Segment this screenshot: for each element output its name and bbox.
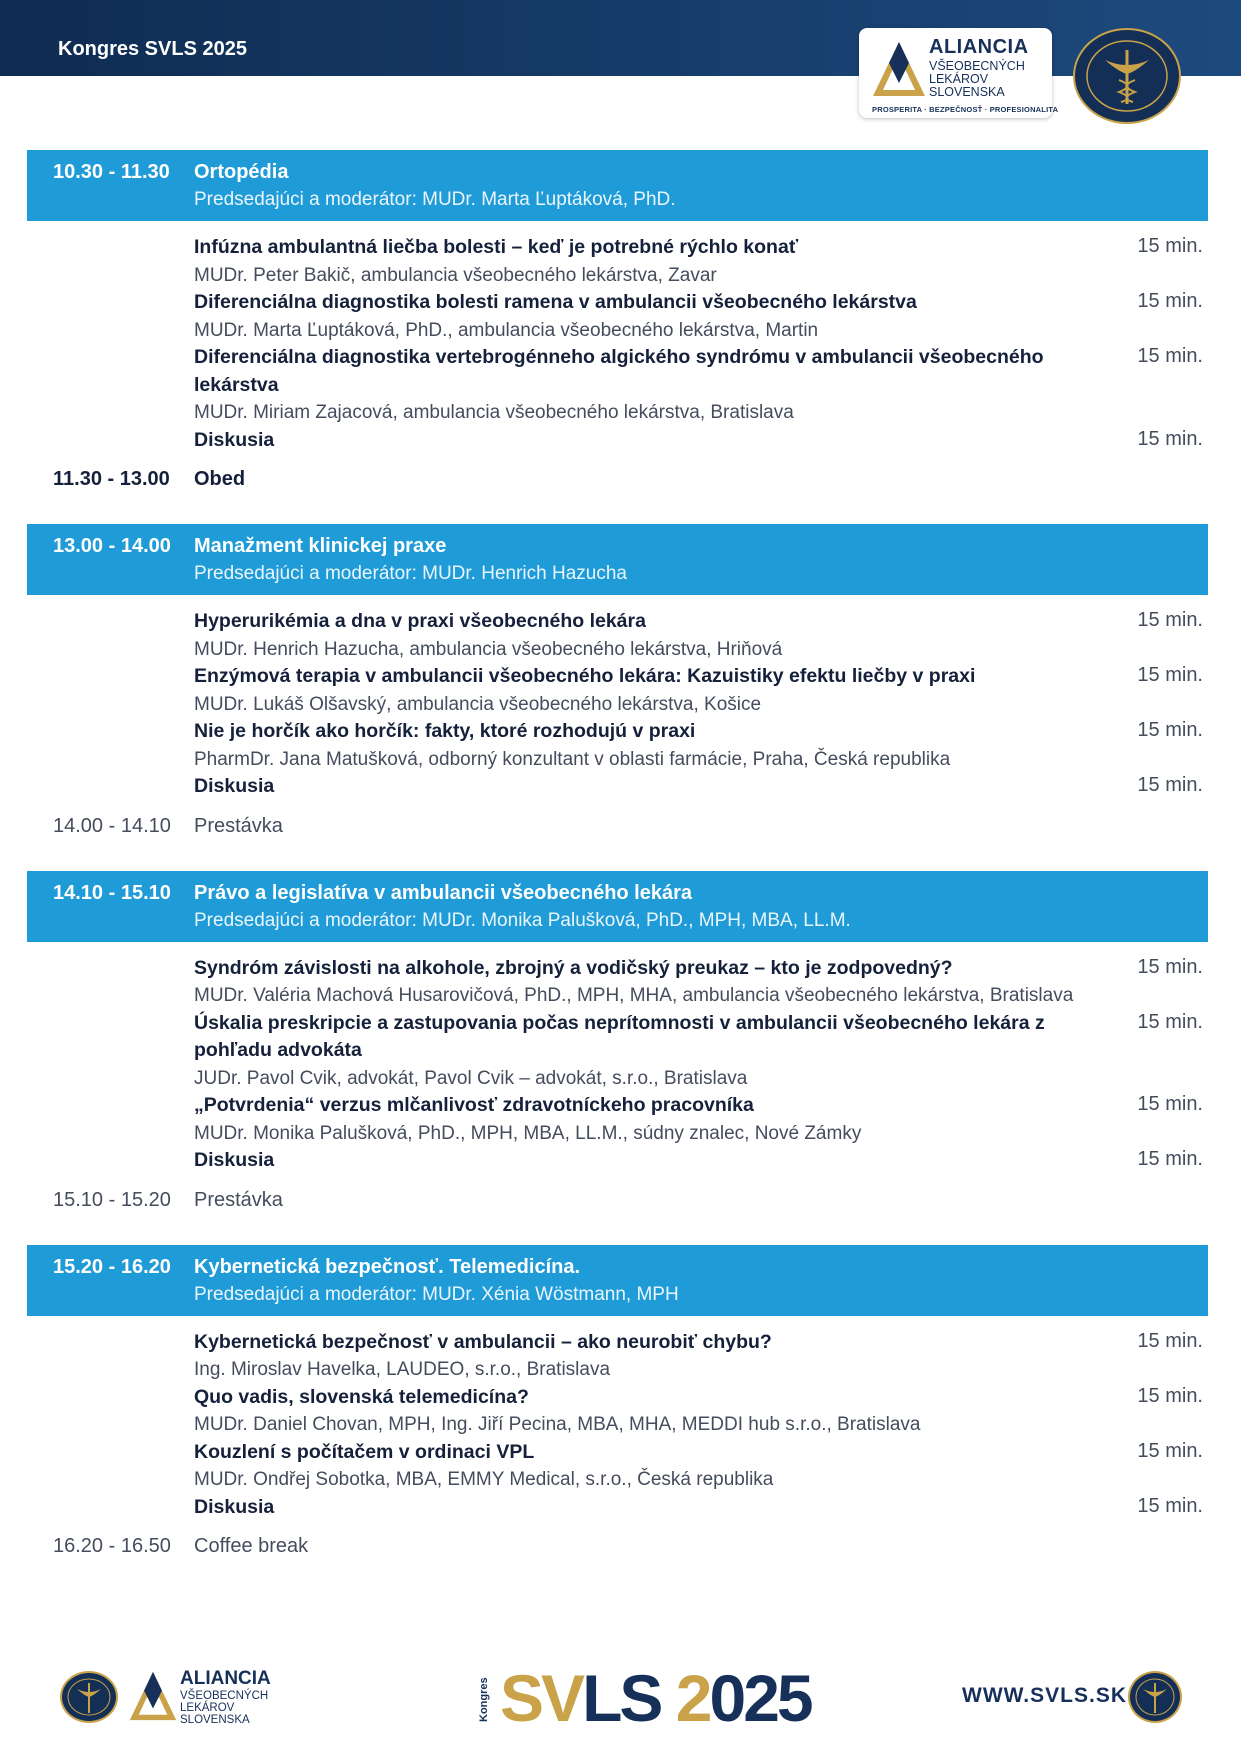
- talk-duration: 15 min.: [1137, 345, 1203, 367]
- session-title: Ortopédia: [194, 161, 289, 183]
- section-gap: [27, 509, 1208, 524]
- talk-speaker: MUDr. Miriam Zajacová, ambulancia všeobecného lekárstva, Bratislava: [194, 402, 794, 423]
- talk-speaker: MUDr. Valéria Machová Husarovičová, PhD., MPH, MHA, ambulancia všeobecného lekárstva, Bratislava: [194, 985, 1074, 1006]
- break-row: [27, 454, 1208, 509]
- talk-item: [27, 718, 1208, 773]
- talk-title: Diskusia: [194, 1149, 275, 1171]
- talk-item: [27, 427, 1208, 455]
- talk-speaker: JUDr. Pavol Cvik, advokát, Pavol Cvik – advokát, s.r.o., Bratislava: [194, 1067, 748, 1089]
- talk-title: Diferenciálna diagnostika vertebrogénneho algického syndrómu v ambulancii všeobecného lekárstva: [194, 346, 1044, 396]
- session-title: Manažment klinickej praxe: [194, 535, 447, 557]
- caduceus-seal-icon: [1073, 28, 1181, 124]
- talk-duration: 15 min.: [1137, 774, 1203, 796]
- talk-title: Enzýmová terapia v ambulancii všeobecného lekára: Kazuistiky efektu liečby v praxi: [194, 665, 976, 687]
- talk-speaker: MUDr. Marta Ľuptáková, PhD., ambulancia všeobecného lekárstva, Martin: [194, 319, 819, 341]
- session-time: 14.10 - 15.10: [53, 881, 171, 904]
- talk-duration: 15 min.: [1137, 955, 1203, 978]
- session-header: [27, 1245, 1208, 1316]
- session-moderator: Predsedajúci a moderátor: MUDr. Henrich Hazucha: [194, 563, 627, 584]
- talk-duration: 15 min.: [1137, 427, 1203, 450]
- talk-speaker: MUDr. Ondřej Sobotka, MBA, EMMY Medical, s.r.o., Česká republika: [194, 1469, 774, 1490]
- talk-duration: 15 min.: [1137, 1093, 1203, 1115]
- program-schedule: [27, 150, 1208, 1576]
- break-time: 11.30 - 13.00: [53, 468, 170, 490]
- talk-title: Diskusia: [194, 775, 275, 797]
- logo-sub-3: SLOVENSKA: [929, 85, 1005, 99]
- footer-logo-sub-1: VŠEOBECNÝCH: [180, 1690, 269, 1702]
- session-time: 13.00 - 14.00: [53, 535, 171, 557]
- svls-2025-logo: [500, 1660, 811, 1736]
- break-row: [27, 801, 1208, 856]
- break-label: Prestávka: [194, 1188, 283, 1211]
- logo-sub-1: VŠEOBECNÝCH: [929, 59, 1025, 73]
- talk-title: Syndróm závislosti na alkohole, zbrojný a vodičský preukaz – kto je zodpovedný?: [194, 956, 953, 979]
- talk-item: [27, 1010, 1208, 1093]
- session-time: 15.20 - 16.20: [53, 1255, 171, 1278]
- talk-item: [27, 663, 1208, 718]
- talk-item: [27, 344, 1208, 427]
- footer-logo-name: ALIANCIA: [180, 1668, 271, 1689]
- svls-letters-ls: LS: [582, 1661, 661, 1735]
- svls-letter-s: S: [500, 1661, 542, 1735]
- talk-duration: 15 min.: [1137, 1010, 1203, 1033]
- website-link[interactable]: WWW.SVLS.SK: [962, 1684, 1127, 1707]
- talk-duration: 15 min.: [1137, 1329, 1203, 1352]
- talk-duration: 15 min.: [1137, 719, 1203, 741]
- break-time: 14.00 - 14.10: [53, 814, 171, 837]
- break-label: Coffee break: [194, 1535, 309, 1557]
- talk-item: [27, 1092, 1208, 1147]
- talk-title: Nie je horčík ako horčík: fakty, ktoré rozhodujú v praxi: [194, 720, 696, 742]
- section-gap: [27, 856, 1208, 871]
- talk-title: Infúzna ambulantná liečba bolesti – keď je potrebné rýchlo konať: [194, 236, 799, 258]
- talk-item: [27, 1494, 1208, 1522]
- talk-duration: 15 min.: [1137, 1384, 1203, 1407]
- talk-item: [27, 289, 1208, 344]
- year-digit-2: 2: [675, 1661, 710, 1735]
- talk-item: [27, 234, 1208, 289]
- session-moderator: Predsedajúci a moderátor: MUDr. Xénia Wöstmann, MPH: [194, 1283, 679, 1305]
- talk-title: Kybernetická bezpečnosť v ambulancii – ako neurobiť chybu?: [194, 1330, 772, 1353]
- break-label: Obed: [194, 468, 246, 490]
- logo-sub-2: LEKÁROV: [929, 72, 989, 86]
- talk-item: [27, 608, 1208, 663]
- kongres-label: Kongres: [478, 1677, 490, 1722]
- session-header: [27, 524, 1208, 595]
- session-moderator: Predsedajúci a moderátor: MUDr. Monika Palušková, PhD., MPH, MBA, LL.M.: [194, 909, 851, 931]
- talk-speaker: MUDr. Lukáš Olšavský, ambulancia všeobecného lekárstva, Košice: [194, 693, 762, 715]
- break-label: Prestávka: [194, 814, 283, 837]
- talk-title: Diskusia: [194, 1495, 275, 1518]
- talk-title: Úskalia preskripcie a zastupovania počas neprítomnosti v ambulancii všeobecného lekára z pohľadu advokáta: [194, 1011, 1045, 1061]
- section-gap: [27, 1230, 1208, 1245]
- talk-title: Diferenciálna diagnostika bolesti ramena v ambulancii všeobecného lekárstva: [194, 291, 917, 313]
- talk-duration: 15 min.: [1137, 609, 1203, 631]
- talk-duration: 15 min.: [1137, 664, 1203, 686]
- footer-seal-right-icon: [1128, 1671, 1182, 1723]
- year-digit-0: 0: [709, 1661, 744, 1735]
- session-moderator: Predsedajúci a moderátor: MUDr. Marta Ľuptáková, PhD.: [194, 189, 676, 210]
- talk-title: Hyperurikémia a dna v praxi všeobecného lekára: [194, 610, 646, 632]
- talk-item: [27, 1384, 1208, 1439]
- talk-title: „Potvrdenia“ verzus mlčanlivosť zdravotníckeho pracovníka: [194, 1094, 754, 1116]
- break-time: 15.10 - 15.20: [53, 1188, 171, 1211]
- talk-item: [27, 1329, 1208, 1384]
- talk-speaker: PharmDr. Jana Matušková, odborný konzultant v oblasti farmácie, Praha, Česká republika: [194, 748, 951, 770]
- talk-title: Diskusia: [194, 428, 275, 451]
- triangle-logo-icon: [871, 38, 927, 100]
- talk-item: [27, 1439, 1208, 1494]
- footer-seal-icon: [60, 1671, 118, 1723]
- talk-duration: 15 min.: [1137, 290, 1203, 312]
- session-title: Kybernetická bezpečnosť. Telemedicína.: [194, 1255, 581, 1278]
- footer-logo-sub-2: LEKÁROV: [180, 1702, 235, 1714]
- talk-speaker: MUDr. Daniel Chovan, MPH, Ing. Jiří Pecina, MBA, MHA, MEDDI hub s.r.o., Bratislava: [194, 1414, 921, 1435]
- session-time: 10.30 - 11.30: [53, 161, 170, 183]
- talk-duration: 15 min.: [1137, 1148, 1203, 1170]
- talk-item: [27, 955, 1208, 1010]
- session-title: Právo a legislatíva v ambulancii všeobecného lekára: [194, 881, 693, 904]
- break-time: 16.20 - 16.50: [53, 1535, 171, 1557]
- session-header: [27, 871, 1208, 942]
- aliancia-logo: [859, 28, 1059, 118]
- talk-duration: 15 min.: [1137, 1439, 1203, 1462]
- talk-duration: 15 min.: [1137, 1494, 1203, 1517]
- svls-letter-v: V: [541, 1661, 583, 1735]
- talk-duration: 15 min.: [1137, 235, 1203, 257]
- break-row: [27, 1175, 1208, 1230]
- talk-item: [27, 1147, 1208, 1175]
- year-digits-25: 25: [743, 1661, 811, 1735]
- header-title: Kongres SVLS 2025: [58, 38, 247, 60]
- footer-logo-sub-3: SLOVENSKA: [180, 1714, 250, 1726]
- talk-speaker: MUDr. Peter Bakič, ambulancia všeobecného lekárstva, Zavar: [194, 264, 717, 286]
- footer-triangle-logo-icon: [128, 1668, 178, 1724]
- logo-name: ALIANCIA: [929, 36, 1029, 58]
- talk-title: Quo vadis, slovenská telemedicína?: [194, 1385, 529, 1408]
- talk-speaker: MUDr. Monika Palušková, PhD., MPH, MBA, LL.M., súdny znalec, Nové Zámky: [194, 1122, 862, 1144]
- break-row: [27, 1521, 1208, 1576]
- session-header: [27, 150, 1208, 221]
- talk-title: Kouzlení s počítačem v ordinaci VPL: [194, 1440, 535, 1463]
- logo-motto: PROSPERITA · BEZPEČNOSŤ · PROFESIONALITA: [872, 105, 1059, 114]
- talk-speaker: MUDr. Henrich Hazucha, ambulancia všeobecného lekárstva, Hriňová: [194, 638, 783, 660]
- talk-item: [27, 773, 1208, 801]
- talk-speaker: Ing. Miroslav Havelka, LAUDEO, s.r.o., Bratislava: [194, 1359, 611, 1380]
